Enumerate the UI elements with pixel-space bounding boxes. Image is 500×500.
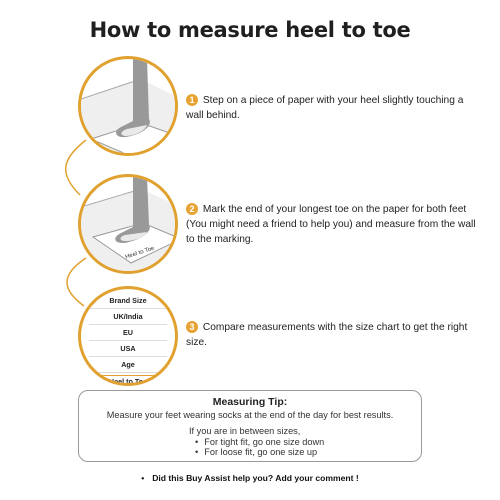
measuring-tip-box bbox=[78, 390, 422, 462]
step-number-badge: 1 bbox=[186, 94, 198, 106]
tip-sizing-advice bbox=[189, 426, 324, 458]
step-2-text: Mark the end of your longest toe on the paper for both feet (You might need a friend to help you) and measure from the wall to the marking. bbox=[186, 204, 476, 245]
step-3-size-chart bbox=[78, 286, 178, 386]
size-chart-item: USA bbox=[89, 341, 167, 357]
step-3 bbox=[186, 320, 476, 350]
step-3-text: Compare measurements with the size chart to get the right size. bbox=[186, 322, 468, 348]
size-chart-list bbox=[89, 293, 167, 386]
size-chart-item: Brand Size bbox=[89, 293, 167, 309]
step-number-badge: 2 bbox=[186, 203, 198, 215]
step-1-text: Step on a piece of paper with your heel slightly touching a wall behind. bbox=[186, 95, 464, 121]
step-2-illustration bbox=[78, 174, 178, 274]
size-chart-item: EU bbox=[89, 325, 167, 341]
step-1-illustration bbox=[78, 56, 178, 156]
step-number-badge: 3 bbox=[186, 321, 198, 333]
tip-bullet: • For loose fit, go one size up bbox=[189, 447, 324, 458]
size-chart-item-highlight: Heel to Toe bbox=[95, 375, 161, 386]
paper-label: Heel to Toe bbox=[124, 245, 156, 261]
size-chart-item: UK/India bbox=[89, 309, 167, 325]
tip-bullet: • For tight fit, go one size down bbox=[189, 437, 324, 448]
size-chart-item: Age bbox=[89, 357, 167, 373]
tip-body: Measure your feet wearing socks at the end of the day for best results. bbox=[106, 410, 394, 420]
step-2 bbox=[186, 202, 476, 247]
tip-title: Measuring Tip: bbox=[212, 396, 288, 408]
page-title: How to measure heel to toe bbox=[89, 18, 411, 42]
feedback-prompt: • Did this Buy Assist help you? Add your comment ! bbox=[0, 473, 500, 483]
tip-intro: If you are in between sizes, bbox=[189, 426, 301, 436]
step-1 bbox=[186, 93, 476, 123]
